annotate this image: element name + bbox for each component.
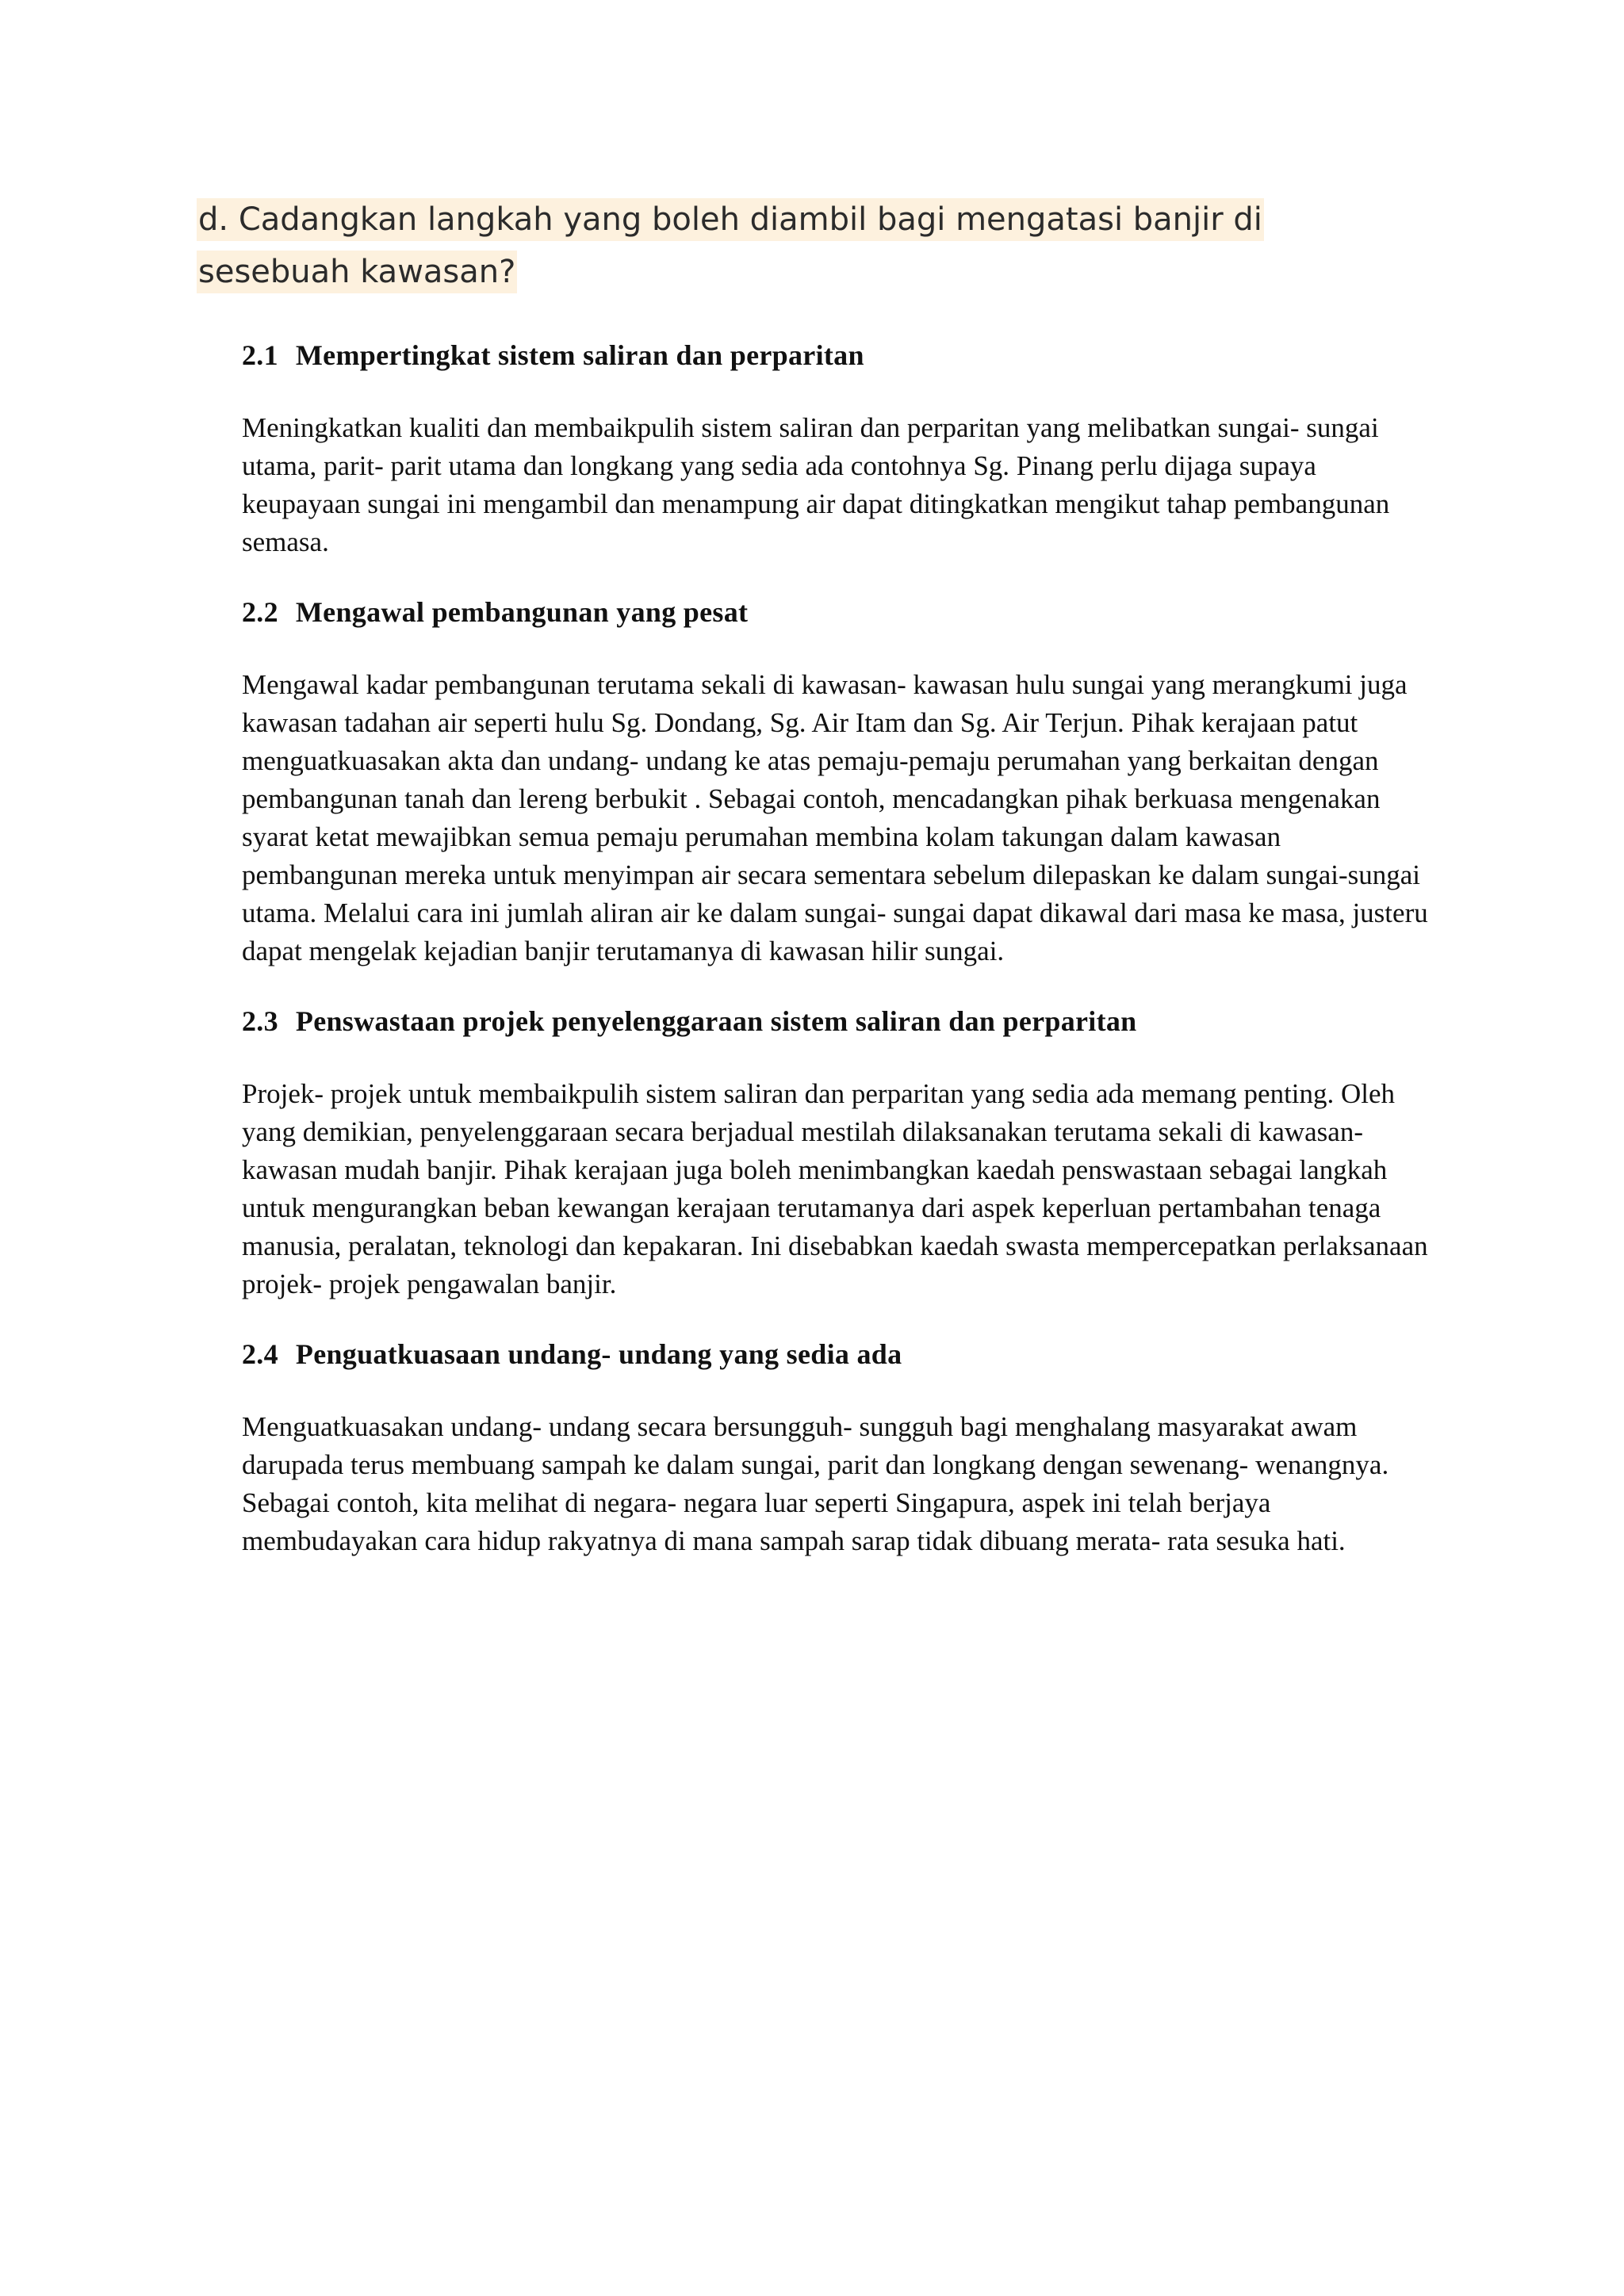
section-number: 2.3 xyxy=(242,1005,278,1037)
section-2-4 xyxy=(242,1335,1431,1560)
answer-content xyxy=(242,336,1431,1592)
section-title xyxy=(242,1335,1431,1373)
section-number: 2.1 xyxy=(242,339,278,371)
section-2-1 xyxy=(242,336,1431,561)
question-highlight: d. Cadangkan langkah yang boleh diambil bagi mengatasi banjir di sesebuah kawasan? xyxy=(197,198,1264,293)
section-heading: Mempertingkat sistem saliran dan perparitan xyxy=(295,339,864,371)
section-paragraph: Meningkatkan kualiti dan membaikpulih sistem saliran dan perparitan yang melibatkan sungai- sungai utama, parit- parit utama dan longkang yang sedia ada contohnya Sg. Pinang perlu dijaga supaya keupayaan sungai ini mengambil dan menampung air dapat ditingkatkan mengikut tahap pembangunan semasa. xyxy=(242,412,1390,557)
section-title xyxy=(242,593,1431,631)
section-2-3 xyxy=(242,1002,1431,1303)
section-title xyxy=(242,336,1431,374)
section-title xyxy=(242,1002,1431,1040)
section-paragraph: Mengawal kadar pembangunan terutama sekali di kawasan- kawasan hulu sungai yang merangkumi juga kawasan tadahan air seperti hulu Sg. Dondang, Sg. Air Itam dan Sg. Air Terjun. Pihak kerajaan patut menguatkuasakan akta dan undang- undang ke atas pemaju-pemaju perumahan yang berkaitan dengan pembangunan tanah dan lereng berbukit . Sebagai contoh, mencadangkan pihak berkuasa mengenakan syarat ketat mewajibkan semua pemaju perumahan membina kolam takungan dalam kawasan pembangunan mereka untuk menyimpan air secara sementara sebelum dilepaskan ke dalam sungai-sungai utama. Melalui cara ini jumlah aliran air ke dalam sungai- sungai dapat dikawal dari masa ke masa, justeru dapat mengelak kejadian banjir terutamanya di kawasan hilir sungai. xyxy=(242,669,1428,966)
section-2-2 xyxy=(242,593,1431,970)
section-number: 2.2 xyxy=(242,596,278,628)
section-heading: Mengawal pembangunan yang pesat xyxy=(295,596,749,628)
section-heading: Penswastaan projek penyelenggaraan sistem saliran dan perparitan xyxy=(295,1005,1137,1037)
section-number: 2.4 xyxy=(242,1338,278,1370)
section-paragraph: Menguatkuasakan undang- undang secara bersungguh- sungguh bagi menghalang masyarakat awam darupada terus membuang sampah ke dalam sungai, parit dan longkang dengan sewenang- wenangnya. Sebagai contoh, kita melihat di negara- negara luar seperti Singapura, aspek ini telah berjaya membudayakan cara hidup rakyatnya di mana sampah sarap tidak dibuang merata- rata sesuka hati. xyxy=(242,1411,1389,1556)
section-paragraph: Projek- projek untuk membaikpulih sistem saliran dan perparitan yang sedia ada memang penting. Oleh yang demikian, penyelenggaraan secara berjadual mestilah dilaksanakan terutama sekali di kawasan- kawasan mudah banjir. Pihak kerajaan juga boleh menimbangkan kaedah penswastaan sebagai langkah untuk mengurangkan beban kewangan kerajaan terutamanya dari aspek keperluan pertambahan tenaga manusia, peralatan, teknologi dan kepakaran. Ini disebabkan kaedah swasta mempercepatkan perlaksanaan projek- projek pengawalan banjir. xyxy=(242,1078,1428,1299)
question-heading xyxy=(197,193,1402,298)
section-heading: Penguatkuasaan undang- undang yang sedia ada xyxy=(295,1338,902,1370)
